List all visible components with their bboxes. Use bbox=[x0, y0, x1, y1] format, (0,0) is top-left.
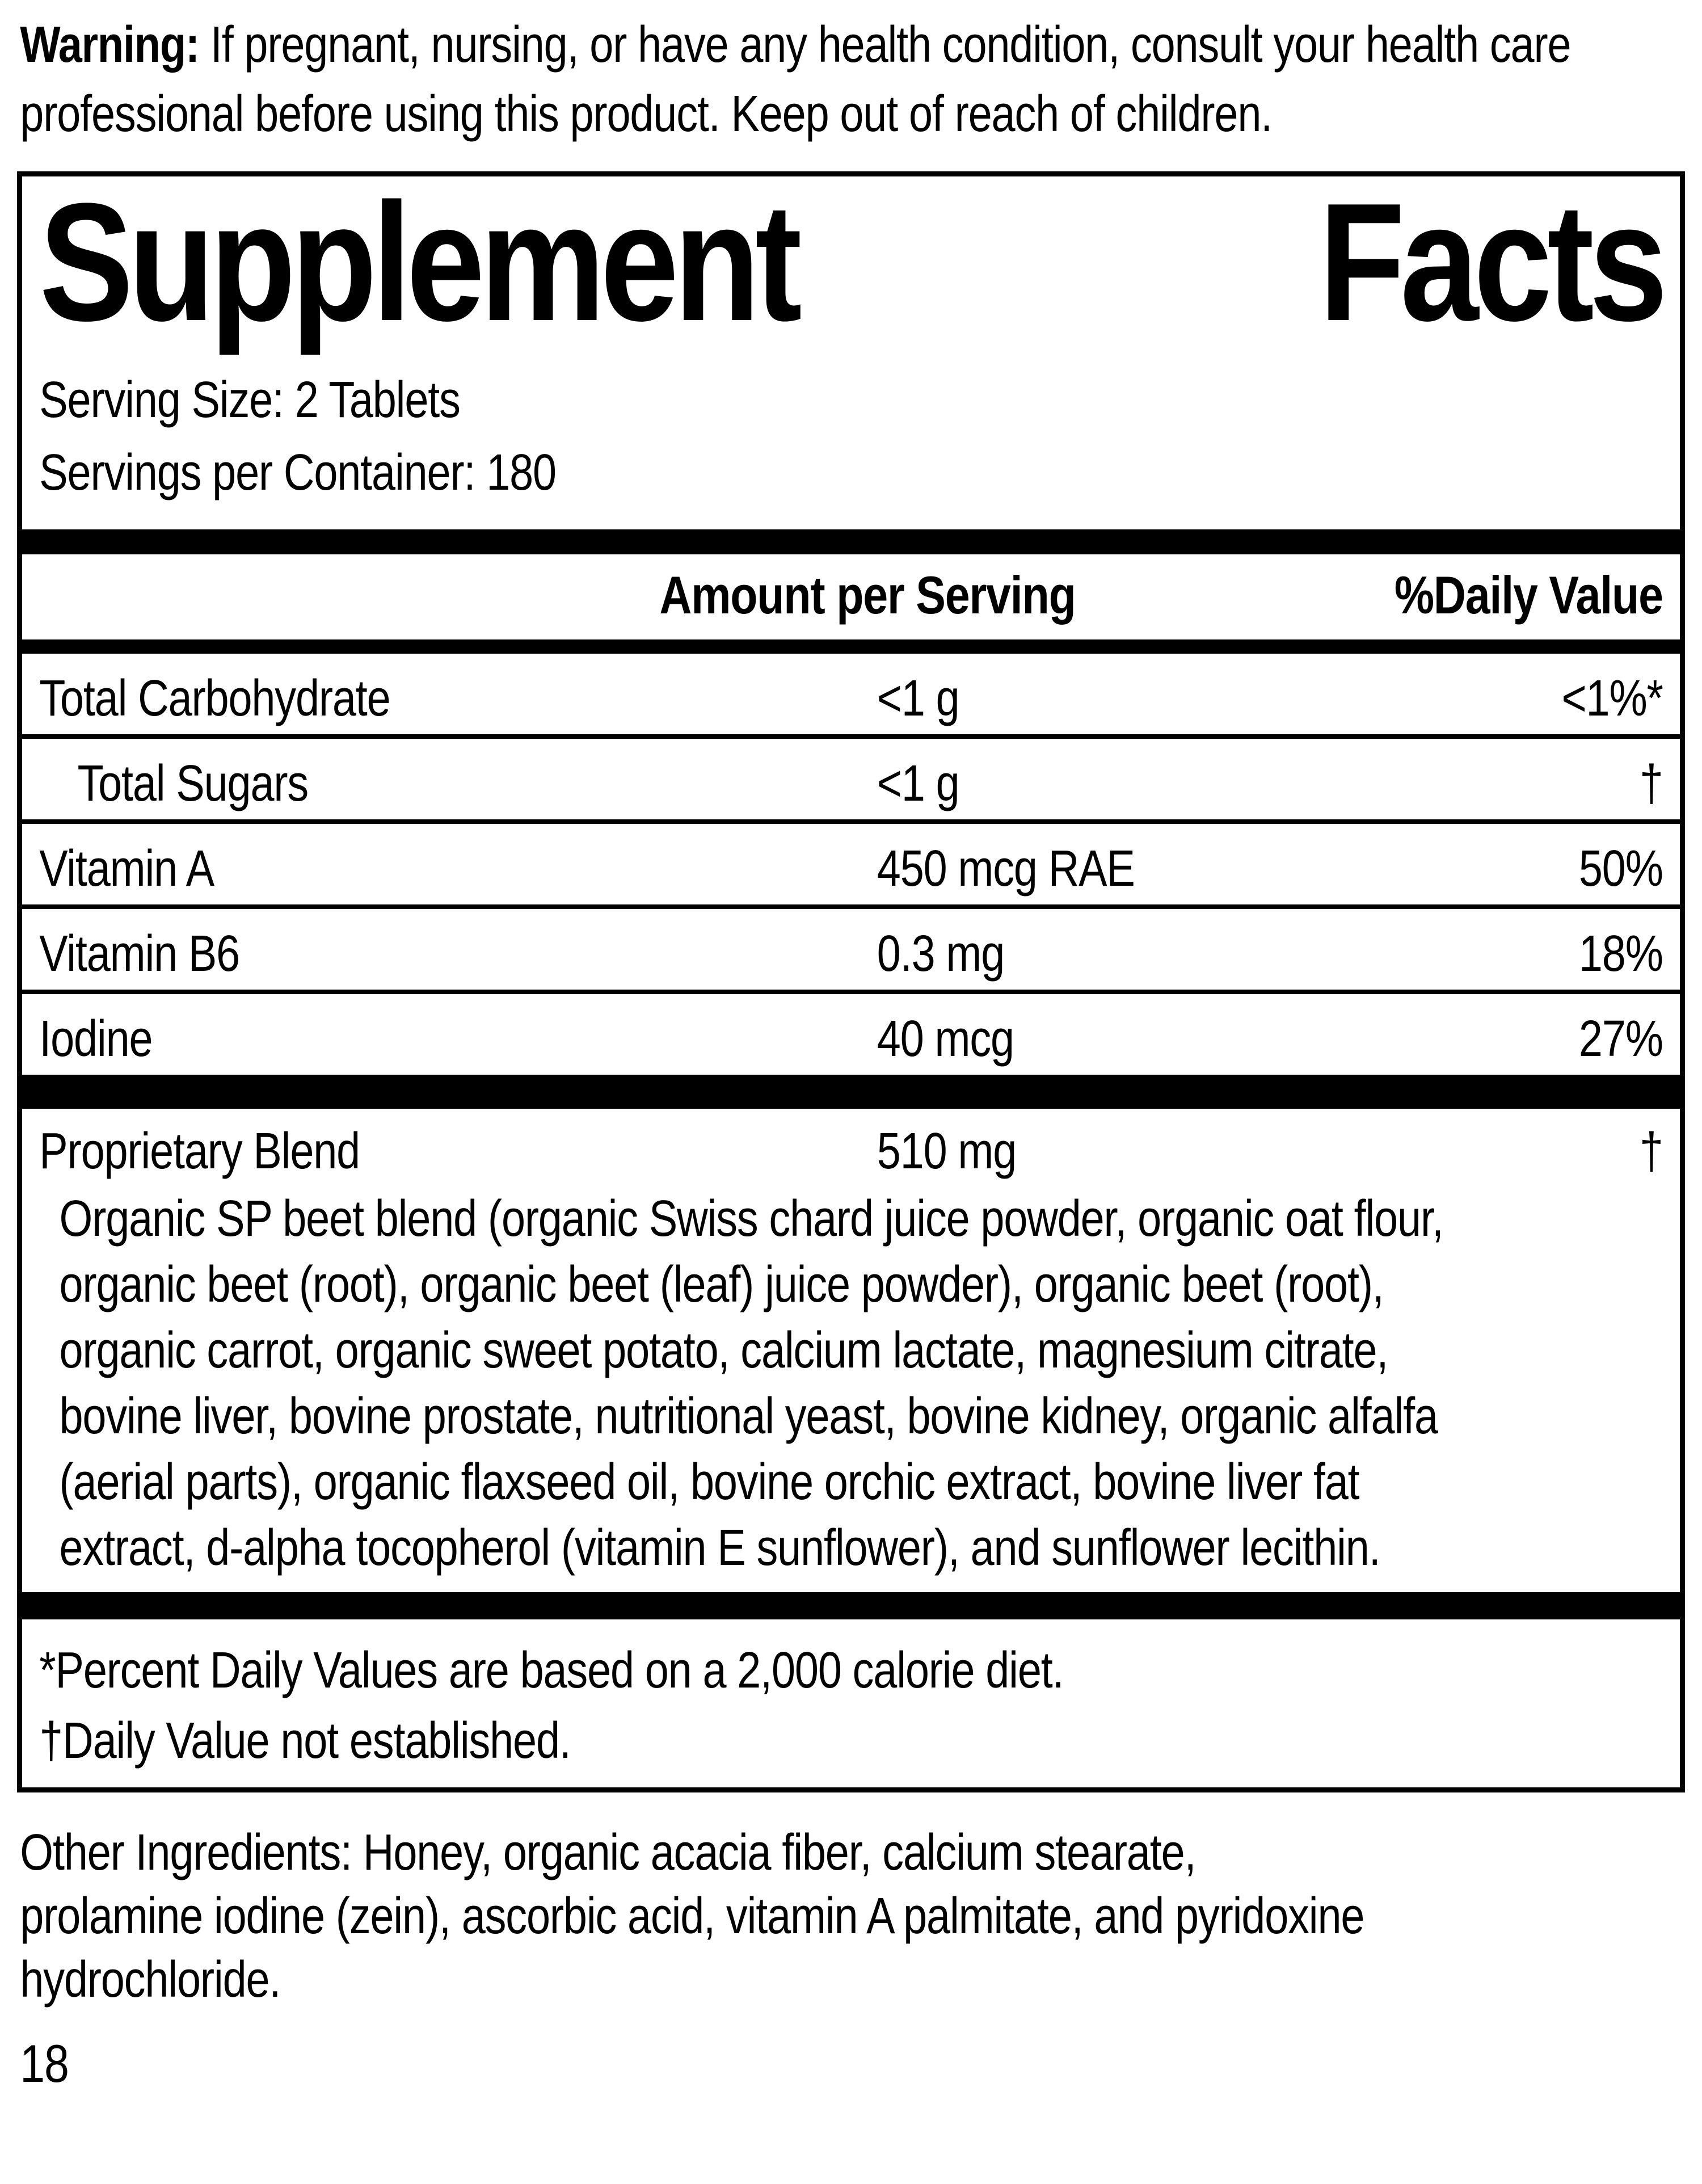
other-ingredients-paragraph bbox=[0, 1821, 1702, 2012]
blend-description-line: (aerial parts), organic flaxseed oil, bovine orchic extract, bovine liver fat bbox=[59, 1454, 1359, 1510]
footnotes bbox=[22, 1635, 1680, 1776]
blend-name: Proprietary Blend bbox=[39, 1123, 360, 1180]
blend-description bbox=[22, 1180, 1680, 1581]
nutrient-amount: 0.3 mg bbox=[877, 925, 1005, 982]
row-divider bbox=[22, 819, 1680, 824]
nutrient-dv: † bbox=[1639, 755, 1663, 812]
serving-size: Serving Size: 2 Tablets bbox=[39, 372, 460, 428]
table-row bbox=[22, 739, 1680, 819]
nutrient-amount: 450 mcg RAE bbox=[877, 840, 1135, 897]
footnote-dv-not-established: †Daily Value not established. bbox=[39, 1712, 571, 1769]
servings-per-container: Servings per Container: 180 bbox=[39, 444, 556, 501]
nutrient-dv: 27% bbox=[1578, 1011, 1663, 1067]
divider-bar-header bbox=[22, 639, 1680, 654]
nutrient-dv: <1%* bbox=[1561, 670, 1663, 727]
header-spacer bbox=[39, 567, 659, 624]
blend-description-line: bovine liver, bovine prostate, nutritional yeast, bovine kidney, organic alfalfa bbox=[59, 1388, 1438, 1445]
other-ingredients-line: hydrochloride. bbox=[20, 1951, 281, 2008]
amount-per-serving-header: Amount per Serving bbox=[659, 565, 1076, 625]
nutrient-dv: 18% bbox=[1578, 925, 1663, 982]
table-column-header bbox=[22, 554, 1680, 639]
table-row bbox=[22, 654, 1680, 734]
warning-paragraph bbox=[0, 10, 1702, 149]
row-divider bbox=[22, 734, 1680, 739]
nutrient-name: Total Sugars bbox=[77, 755, 309, 812]
supplement-facts-panel bbox=[17, 168, 1685, 1792]
table-row bbox=[22, 994, 1680, 1075]
panel-title: Supplement Facts bbox=[39, 168, 1663, 356]
blend-description-line: extract, d-alpha tocopherol (vitamin E sunflower), and sunflower lecithin. bbox=[59, 1520, 1380, 1576]
divider-bar-top bbox=[22, 529, 1680, 554]
divider-bar-footnotes bbox=[22, 1592, 1680, 1619]
nutrient-name: Vitamin B6 bbox=[39, 925, 240, 982]
warning-line-1: If pregnant, nursing, or have any health condition, consult your bbox=[210, 16, 1354, 73]
supplement-label-page bbox=[0, 10, 1702, 2184]
blend-description-line: organic carrot, organic sweet potato, calcium lactate, magnesium citrate, bbox=[59, 1322, 1388, 1379]
nutrient-amount: <1 g bbox=[877, 670, 959, 727]
row-divider bbox=[22, 990, 1680, 994]
page-number: 18 bbox=[20, 2034, 69, 2093]
divider-bar-blend bbox=[22, 1075, 1680, 1109]
table-row bbox=[22, 909, 1680, 990]
blend-description-line: organic beet (root), organic beet (leaf) juice powder), organic beet (root), bbox=[59, 1256, 1384, 1313]
other-ingredients-line: Other Ingredients: Honey, organic acacia fiber, calcium stearate, bbox=[20, 1824, 1196, 1881]
nutrient-amount: <1 g bbox=[877, 755, 959, 812]
nutrient-name: Total Carbohydrate bbox=[39, 670, 390, 727]
blend-description-line: Organic SP beet blend (organic Swiss chard juice powder, organic oat flour, bbox=[59, 1190, 1443, 1247]
footnote-percent-dv: *Percent Daily Values are based on a 2,000 calorie diet. bbox=[39, 1642, 1064, 1699]
proprietary-blend-row bbox=[22, 1109, 1680, 1180]
serving-info bbox=[22, 364, 1680, 509]
blend-dv: † bbox=[1639, 1123, 1663, 1180]
nutrient-amount: 40 mcg bbox=[877, 1011, 1014, 1067]
other-ingredients-line: prolamine iodine (zein), ascorbic acid, vitamin A palmitate, and pyridoxine bbox=[20, 1888, 1364, 1945]
daily-value-header: %Daily Value bbox=[1394, 565, 1663, 625]
warning-line-2: health care professional before using this product. Keep out of reach of bbox=[20, 16, 1571, 142]
warning-line-3: children. bbox=[1115, 86, 1273, 142]
warning-label: Warning: bbox=[20, 16, 199, 73]
nutrient-name: Iodine bbox=[39, 1011, 153, 1067]
row-divider bbox=[22, 904, 1680, 909]
nutrient-dv: 50% bbox=[1578, 840, 1663, 897]
blend-amount: 510 mg bbox=[877, 1123, 1017, 1180]
table-row bbox=[22, 824, 1680, 904]
nutrient-name: Vitamin A bbox=[39, 840, 214, 897]
